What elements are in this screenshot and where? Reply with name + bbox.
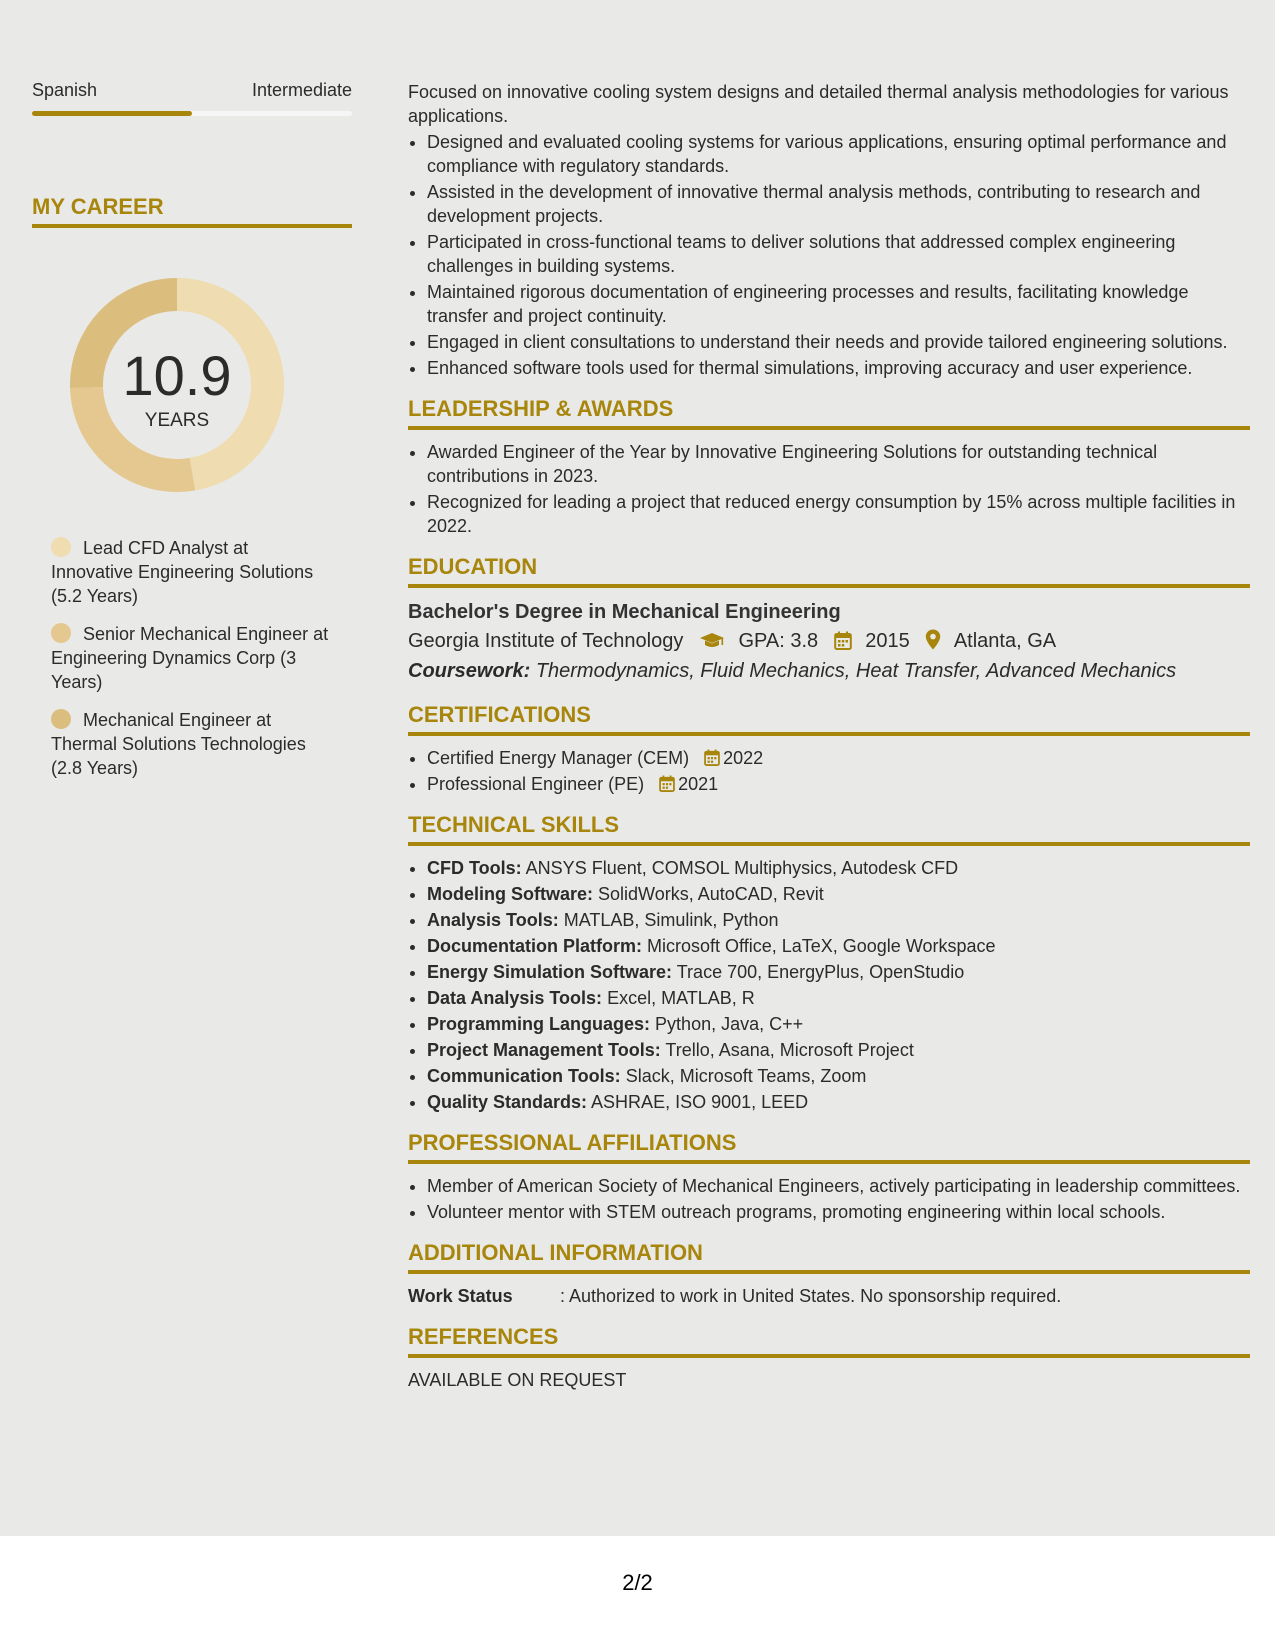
- skill-category: CFD Tools:: [427, 858, 522, 878]
- education-degree: Bachelor's Degree in Mechanical Engineering: [408, 601, 841, 623]
- coursework-label: Coursework:: [408, 660, 531, 682]
- education-year: 2015: [865, 630, 910, 652]
- skill-item: [427, 908, 1250, 932]
- skill-values: Slack, Microsoft Teams, Zoom: [625, 1066, 867, 1086]
- certification-name: Professional Engineer (PE): [427, 774, 645, 794]
- certification-item: [427, 772, 1250, 796]
- skill-values: Microsoft Office, LaTeX, Google Workspace: [647, 936, 996, 956]
- legend-dot-icon: [51, 709, 71, 729]
- experience-bullet: • Enhanced software tools used for thermal simulations, improving accuracy and user experience.: [427, 356, 1250, 380]
- skill-category: Energy Simulation Software:: [427, 962, 673, 982]
- skill-category: Documentation Platform:: [427, 936, 643, 956]
- experience-bullet: • Designed and evaluated cooling systems for various applications, ensuring optimal performance and compliance with regulatory standards.: [427, 130, 1250, 178]
- skill-item: [427, 1038, 1250, 1062]
- experience-bullet: • Maintained rigorous documentation of engineering processes and results, facilitating knowledge transfer and project continuity.: [427, 280, 1250, 328]
- experience-bullets: [408, 130, 1250, 380]
- experience-bullet: • Assisted in the development of innovative thermal analysis methods, contributing to research and development projects.: [427, 180, 1250, 228]
- skill-category: Quality Standards:: [427, 1092, 588, 1112]
- skill-category: Project Management Tools:: [427, 1040, 661, 1060]
- certification-name: Certified Energy Manager (CEM): [427, 748, 690, 768]
- right-column: [408, 80, 1250, 1391]
- career-role-item: [51, 708, 331, 780]
- skill-values: MATLAB, Simulink, Python: [563, 910, 779, 930]
- calendar-icon: [834, 631, 852, 650]
- references-text: AVAILABLE ON REQUEST: [408, 1370, 627, 1390]
- skill-values: Trello, Asana, Microsoft Project: [665, 1040, 914, 1060]
- career-role-label: Senior Mechanical Engineer at Engineering Dynamics Corp (3 Years): [51, 624, 329, 692]
- experience-intro: Focused on innovative cooling system designs and detailed thermal analysis methodologies for various applications.: [408, 82, 1229, 126]
- affiliations-heading: PROFESSIONAL AFFILIATIONS: [408, 1130, 1250, 1164]
- skill-item: [427, 1012, 1250, 1036]
- skill-values: ASHRAE, ISO 9001, LEED: [591, 1092, 809, 1112]
- certification-year: 2021: [678, 774, 719, 794]
- language-name: Spanish: [32, 80, 98, 100]
- page-number: 2/2: [622, 1570, 653, 1595]
- skill-values: Python, Java, C++: [655, 1014, 804, 1034]
- skill-category: Programming Languages:: [427, 1014, 651, 1034]
- skill-item: [427, 1064, 1250, 1088]
- language-proficiency-fill: [32, 111, 192, 116]
- education-details: [408, 626, 1250, 656]
- education-coursework: [408, 656, 1250, 686]
- skill-category: Analysis Tools:: [427, 910, 559, 930]
- skill-item: [427, 1090, 1250, 1114]
- location-pin-icon: [925, 629, 941, 650]
- career-role-label: Lead CFD Analyst at Innovative Engineering Solutions (5.2 Years): [51, 538, 314, 606]
- references-heading: REFERENCES: [408, 1324, 1250, 1358]
- skill-values: Excel, MATLAB, R: [607, 988, 755, 1008]
- work-status-row: [408, 1284, 1250, 1308]
- skill-values: Trace 700, EnergyPlus, OpenStudio: [676, 962, 965, 982]
- coursework-list: Thermodynamics, Fluid Mechanics, Heat Transfer, Advanced Mechanics: [535, 660, 1177, 682]
- affiliation-item: • Volunteer mentor with STEM outreach programs, promoting engineering within local schools.: [427, 1200, 1250, 1224]
- language-level: Intermediate: [251, 80, 352, 100]
- skill-item: [427, 882, 1250, 906]
- work-status-value: : Authorized to work in United States. No sponsorship required.: [560, 1286, 1062, 1306]
- skills-list: [408, 856, 1250, 1114]
- experience-bullet: • Participated in cross-functional teams to deliver solutions that addressed complex engineering challenges in building systems.: [427, 230, 1250, 278]
- skill-values: SolidWorks, AutoCAD, Revit: [598, 884, 824, 904]
- career-role-item: [51, 622, 331, 694]
- leadership-item: • Recognized for leading a project that reduced energy consumption by 15% across multiple facilities in 2022.: [427, 490, 1250, 538]
- skill-item: [427, 986, 1250, 1010]
- certification-item: [427, 746, 1250, 770]
- leadership-item: • Awarded Engineer of the Year by Innovative Engineering Solutions for outstanding technical contributions in 2023.: [427, 440, 1250, 488]
- education-heading: EDUCATION: [408, 554, 1250, 588]
- career-role-list: [32, 536, 331, 780]
- education-school: Georgia Institute of Technology: [408, 630, 684, 652]
- education-gpa: GPA: 3.8: [738, 630, 819, 652]
- career-heading: MY CAREER: [32, 194, 352, 228]
- career-years-label: YEARS: [144, 410, 210, 431]
- career-total-years: 10.9: [122, 344, 232, 407]
- work-status-label: Work Status: [408, 1286, 513, 1306]
- certifications-list: [408, 746, 1250, 796]
- skills-heading: TECHNICAL SKILLS: [408, 812, 1250, 846]
- legend-dot-icon: [51, 537, 71, 557]
- certifications-heading: CERTIFICATIONS: [408, 702, 1250, 736]
- skill-item: [427, 856, 1250, 880]
- certification-year: 2022: [723, 748, 764, 768]
- affiliation-item: • Member of American Society of Mechanical Engineers, actively participating in leadership committees.: [427, 1174, 1250, 1198]
- graduation-cap-icon: [699, 632, 725, 650]
- skill-item: [427, 934, 1250, 958]
- experience-bullet: • Engaged in client consultations to understand their needs and provide tailored engineering solutions.: [427, 330, 1250, 354]
- skill-category: Modeling Software:: [427, 884, 593, 904]
- language-proficiency-bar: [32, 111, 352, 116]
- legend-dot-icon: [51, 623, 71, 643]
- skill-category: Communication Tools:: [427, 1066, 621, 1086]
- left-column: [32, 80, 352, 794]
- language-row: [32, 80, 352, 101]
- career-role-label: Mechanical Engineer at Thermal Solutions Technologies (2.8 Years): [51, 710, 306, 778]
- education-location: Atlanta, GA: [953, 630, 1057, 652]
- skill-category: Data Analysis Tools:: [427, 988, 603, 1008]
- skill-item: [427, 960, 1250, 984]
- additional-heading: ADDITIONAL INFORMATION: [408, 1240, 1250, 1274]
- affiliations-list: [408, 1174, 1250, 1224]
- calendar-icon: [704, 749, 720, 766]
- career-role-item: [51, 536, 331, 608]
- skill-values: ANSYS Fluent, COMSOL Multiphysics, Autodesk CFD: [525, 858, 959, 878]
- career-donut-chart: [62, 270, 292, 500]
- leadership-heading: LEADERSHIP & AWARDS: [408, 396, 1250, 430]
- calendar-icon: [659, 775, 675, 792]
- leadership-list: [408, 440, 1250, 538]
